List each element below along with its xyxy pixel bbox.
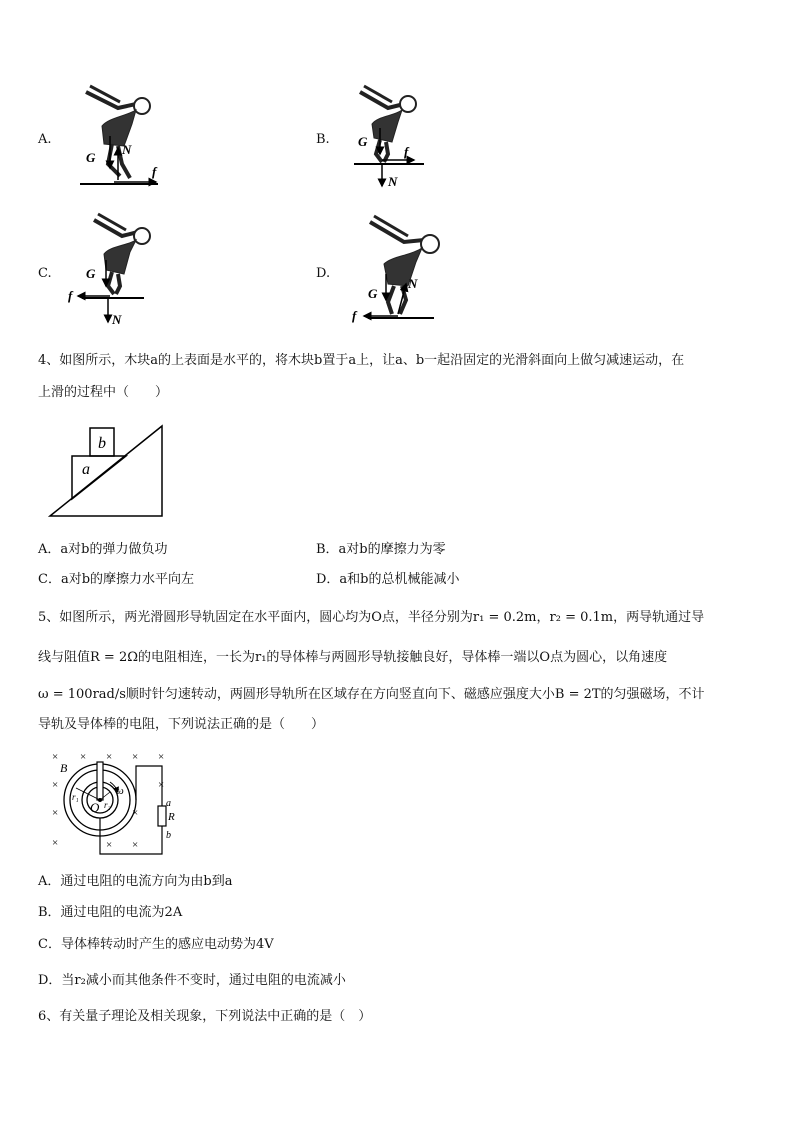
q5-circuit-figure xyxy=(46,748,186,860)
q3-figure-a xyxy=(78,84,168,190)
q3-option-c-label: C. xyxy=(38,266,52,281)
label-r2: r₂ xyxy=(104,800,111,810)
label-n: N xyxy=(122,142,132,157)
q4-incline-figure xyxy=(46,422,168,520)
label-n: N xyxy=(388,174,398,189)
q4-option-b: B．a对b的摩擦力为零 xyxy=(316,542,446,557)
q5-option-c: C．导体棒转动时产生的感应电动势为4V xyxy=(38,937,274,952)
block-a xyxy=(72,456,126,499)
label-r: R xyxy=(168,811,175,823)
svg-text:×: × xyxy=(132,751,139,763)
label-omega: ω xyxy=(116,785,124,797)
label-g: G xyxy=(86,150,96,165)
label-g: G xyxy=(368,286,378,301)
svg-text:×: × xyxy=(132,807,139,819)
label-b: B xyxy=(60,761,68,775)
resistor-r xyxy=(158,806,166,826)
q6-stem-line1: 6、有关量子理论及相关现象，下列说法中正确的是（ ） xyxy=(38,1009,372,1024)
label-f: f xyxy=(68,288,73,303)
q5-option-b: B．通过电阻的电流为2A xyxy=(38,905,183,920)
label-r1: r₁ xyxy=(72,792,79,802)
svg-text:×: × xyxy=(158,779,165,791)
label-a: a xyxy=(166,798,171,809)
label-o: O xyxy=(90,800,100,815)
label-g: G xyxy=(358,134,368,149)
q3-option-b-label: B. xyxy=(316,132,330,147)
label-g: G xyxy=(86,266,96,281)
label-b: b xyxy=(98,435,106,452)
q5-stem-line1: 5、如图所示，两光滑圆形导轨固定在水平面内，圆心均为O点，半径分别为r₁ = 0.2m，r₂ = 0.1m，两导轨通过导 xyxy=(38,610,705,625)
label-n: N xyxy=(408,276,418,291)
svg-text:×: × xyxy=(52,807,59,819)
q4-option-c: C．a对b的摩擦力水平向左 xyxy=(38,572,195,587)
q5-option-d: D．当r₂减小而其他条件不变时，通过电阻的电流减小 xyxy=(38,973,346,988)
svg-text:×: × xyxy=(52,779,59,791)
label-f: f xyxy=(152,164,157,179)
diver-figure xyxy=(370,216,439,314)
q5-stem-line4: 导轨及导体棒的电阻，下列说法正确的是（ ） xyxy=(38,717,325,732)
q4-option-d: D．a和b的总机械能减小 xyxy=(316,572,460,587)
svg-text:×: × xyxy=(132,839,139,851)
q4-option-a: A．a对b的弹力做负功 xyxy=(38,542,168,557)
q3-option-d-label: D. xyxy=(316,266,331,281)
q3-option-a-label: A. xyxy=(38,132,52,147)
q4-stem-line1: 4、如图所示，木块a的上表面是水平的，将木块b置于a上，让a、b一起沿固定的光滑斜面向上做匀减速运动，在 xyxy=(38,353,685,368)
q5-stem-line3: ω = 100rad/s顺时针匀速转动，两圆形导轨所在区域存在方向竖直向下、磁感应强度大小B = 2T的匀强磁场，不计 xyxy=(38,687,705,702)
svg-text:×: × xyxy=(52,837,59,849)
label-a: a xyxy=(82,461,90,478)
q3-figure-d xyxy=(346,214,446,326)
q3-figure-c xyxy=(64,212,160,328)
q5-stem-line2: 线与阻值R = 2Ω的电阻相连，一长为r₁的导体棒与两圆形导轨接触良好，导体棒一端以O点为圆心，以角速度 xyxy=(38,650,668,665)
svg-text:×: × xyxy=(52,751,59,763)
q5-option-a: A．通过电阻的电流方向为由b到a xyxy=(38,874,233,889)
label-n: N xyxy=(112,312,122,327)
diver-figure xyxy=(94,214,150,294)
label-f: f xyxy=(352,308,357,323)
svg-text:×: × xyxy=(158,751,165,763)
q3-figure-b xyxy=(352,84,432,190)
label-f: f xyxy=(404,144,409,159)
svg-text:×: × xyxy=(80,751,87,763)
q4-stem-line2: 上滑的过程中（ ） xyxy=(38,385,169,400)
svg-text:×: × xyxy=(106,839,113,851)
conductor-rod xyxy=(97,762,103,800)
svg-text:×: × xyxy=(106,751,113,763)
label-b-end: b xyxy=(166,830,171,841)
